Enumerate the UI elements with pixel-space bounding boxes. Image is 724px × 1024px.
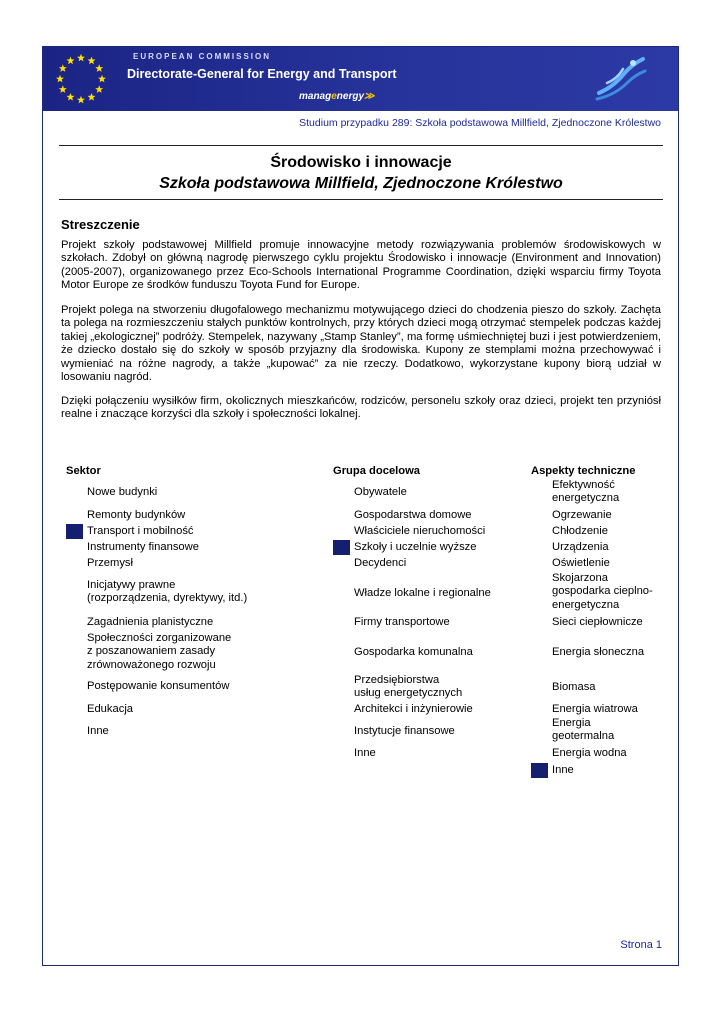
target-item: Architekci i inżynierowie [354, 703, 473, 715]
technical-item: Sieci ciepłownicze [552, 616, 643, 628]
target-item: Gospodarstwa domowe [354, 509, 472, 521]
sector-item: Społeczności zorganizowane z poszanowaniem zasady zrównoważonego rozwoju [87, 632, 232, 671]
technical-item: Urządzenia [552, 541, 609, 553]
target-item: Szkoły i uczelnie wyższe [354, 541, 477, 553]
directorate-title: Directorate-General for Energy and Transport [127, 67, 397, 81]
target-item: Instytucje finansowe [354, 725, 455, 737]
manage-energy-logo: managenergy≫ [299, 91, 375, 102]
case-study-reference: Studium przypadku 289: Szkoła podstawowa Millfield, Zjednoczone Królestwo [299, 117, 661, 129]
divider-top [59, 145, 663, 146]
sector-item: Nowe budynki [87, 486, 158, 498]
target-group-heading: Grupa docelowa [333, 465, 421, 477]
sector-selected-marker [66, 524, 83, 539]
page-title: Środowisko i innowacje [270, 154, 452, 171]
page-subtitle: Szkoła podstawowa Millfield, Zjednoczone Królestwo [159, 175, 563, 192]
technical-item: Energia słoneczna [552, 646, 645, 658]
divider-bottom [59, 199, 663, 200]
target-item: Władze lokalne i regionalne [354, 587, 491, 599]
target-item: Gospodarka komunalna [354, 646, 473, 658]
technical-item: Chłodzenie [552, 525, 608, 537]
eu-star-icon [77, 54, 85, 62]
sector-item: Transport i mobilność [87, 525, 194, 537]
sector-heading: Sektor [66, 465, 101, 477]
summary-heading: Streszczenie [61, 217, 140, 232]
sector-item: Inne [87, 725, 109, 737]
technical-item: Efektywność energetyczna [552, 479, 620, 505]
sector-item: Przemysł [87, 557, 133, 569]
sector-item: Remonty budynków [87, 509, 186, 521]
technical-item: Skojarzona gospodarka cieplno- energetyczna [552, 572, 653, 611]
eu-star-icon [95, 64, 103, 72]
technical-item: Inne [552, 764, 574, 776]
technical-aspects-heading: Aspekty techniczne [531, 465, 636, 477]
eu-star-icon [56, 75, 64, 83]
dg-tren-logo-icon [593, 53, 647, 105]
target-item: Przedsiębiorstwa usług energetycznych [354, 674, 463, 700]
eu-star-icon [67, 57, 75, 65]
target-item: Firmy transportowe [354, 616, 450, 628]
technical-item: Energia wiatrowa [552, 703, 638, 715]
sector-item: Inicjatywy prawne (rozporządzenia, dyrektywy, itd.) [87, 579, 248, 605]
eu-star-icon [88, 57, 96, 65]
summary-paragraph: Projekt szkoły podstawowej Millfield promuje innowacyjne metody rozwiązywania problemów środowiskowych w szkołach. Zdobył on główną nagrodę pierwszego cyklu projektu Środowisko i innowacje (Environment and Innovation) (2005-2007), organizowanego przez Eco-Schools International Programme Coordination, dzięki wsparciu firmy Toyota Motor Europe ze środków funduszu Toyota Fund for Europe. [61, 239, 661, 292]
summary-paragraph: Projekt polega na stworzeniu długofalowego mechanizmu motywującego dzieci do chodzenia pieszo do szkoły. Zachęta ta polega na rozmieszczeniu stałych punktów kontrolnych, przy których dzieci mogą otrzymać stempelek podczas każdej takiej „ekologicznej” podróży. Stempelek, nazywany „Stamp Stanley”, ma formę uśmiechniętej buzi i jest potwierdzeniem, że dziecko dostało się do szkoły w sposób przyjazny dla środowiska. Kupony ze stemplami można przechowywać i wymieniać na różne nagrody, a także „kupować” za nie rzeczy. Dodatkowo, wykorzystane kupony biorą udział w losowaniu nagród. [61, 304, 661, 384]
sector-item: Edukacja [87, 703, 134, 715]
target-item: Obywatele [354, 486, 407, 498]
sector-item: Postępowanie konsumentów [87, 680, 230, 692]
eu-star-icon [59, 85, 67, 93]
technical-item: Energia wodna [552, 747, 627, 759]
target-item: Właściciele nieruchomości [354, 525, 486, 537]
summary-paragraph: Dzięki połączeniu wysiłków firm, okolicznych mieszkańców, rodziców, personelu szkoły oraz dzieci, projekt ten przyniósł realne i znaczące korzyści dla szkoły i społeczności lokalnej. [61, 395, 661, 421]
target-item: Inne [354, 747, 376, 759]
eu-star-icon [95, 85, 103, 93]
eu-star-icon [98, 75, 106, 83]
technical-item: Energia geotermalna [552, 717, 615, 743]
page-number: Strona 1 [620, 939, 662, 951]
sector-item: Zagadnienia planistyczne [87, 616, 214, 628]
header-banner [43, 47, 678, 111]
target-selected-marker [333, 540, 350, 555]
technical-item: Oświetlenie [552, 557, 610, 569]
technical-item: Biomasa [552, 681, 596, 693]
eu-star-icon [88, 93, 96, 101]
sector-item: Instrumenty finansowe [87, 541, 199, 553]
eu-star-icon [59, 64, 67, 72]
technical-item: Ogrzewanie [552, 509, 612, 521]
eu-star-icon [67, 93, 75, 101]
technical-selected-marker [531, 763, 548, 778]
target-item: Decydenci [354, 557, 407, 569]
commission-label: EUROPEAN COMMISSION [133, 52, 272, 61]
eu-stars-icon [53, 51, 109, 107]
eu-star-icon [77, 96, 85, 104]
